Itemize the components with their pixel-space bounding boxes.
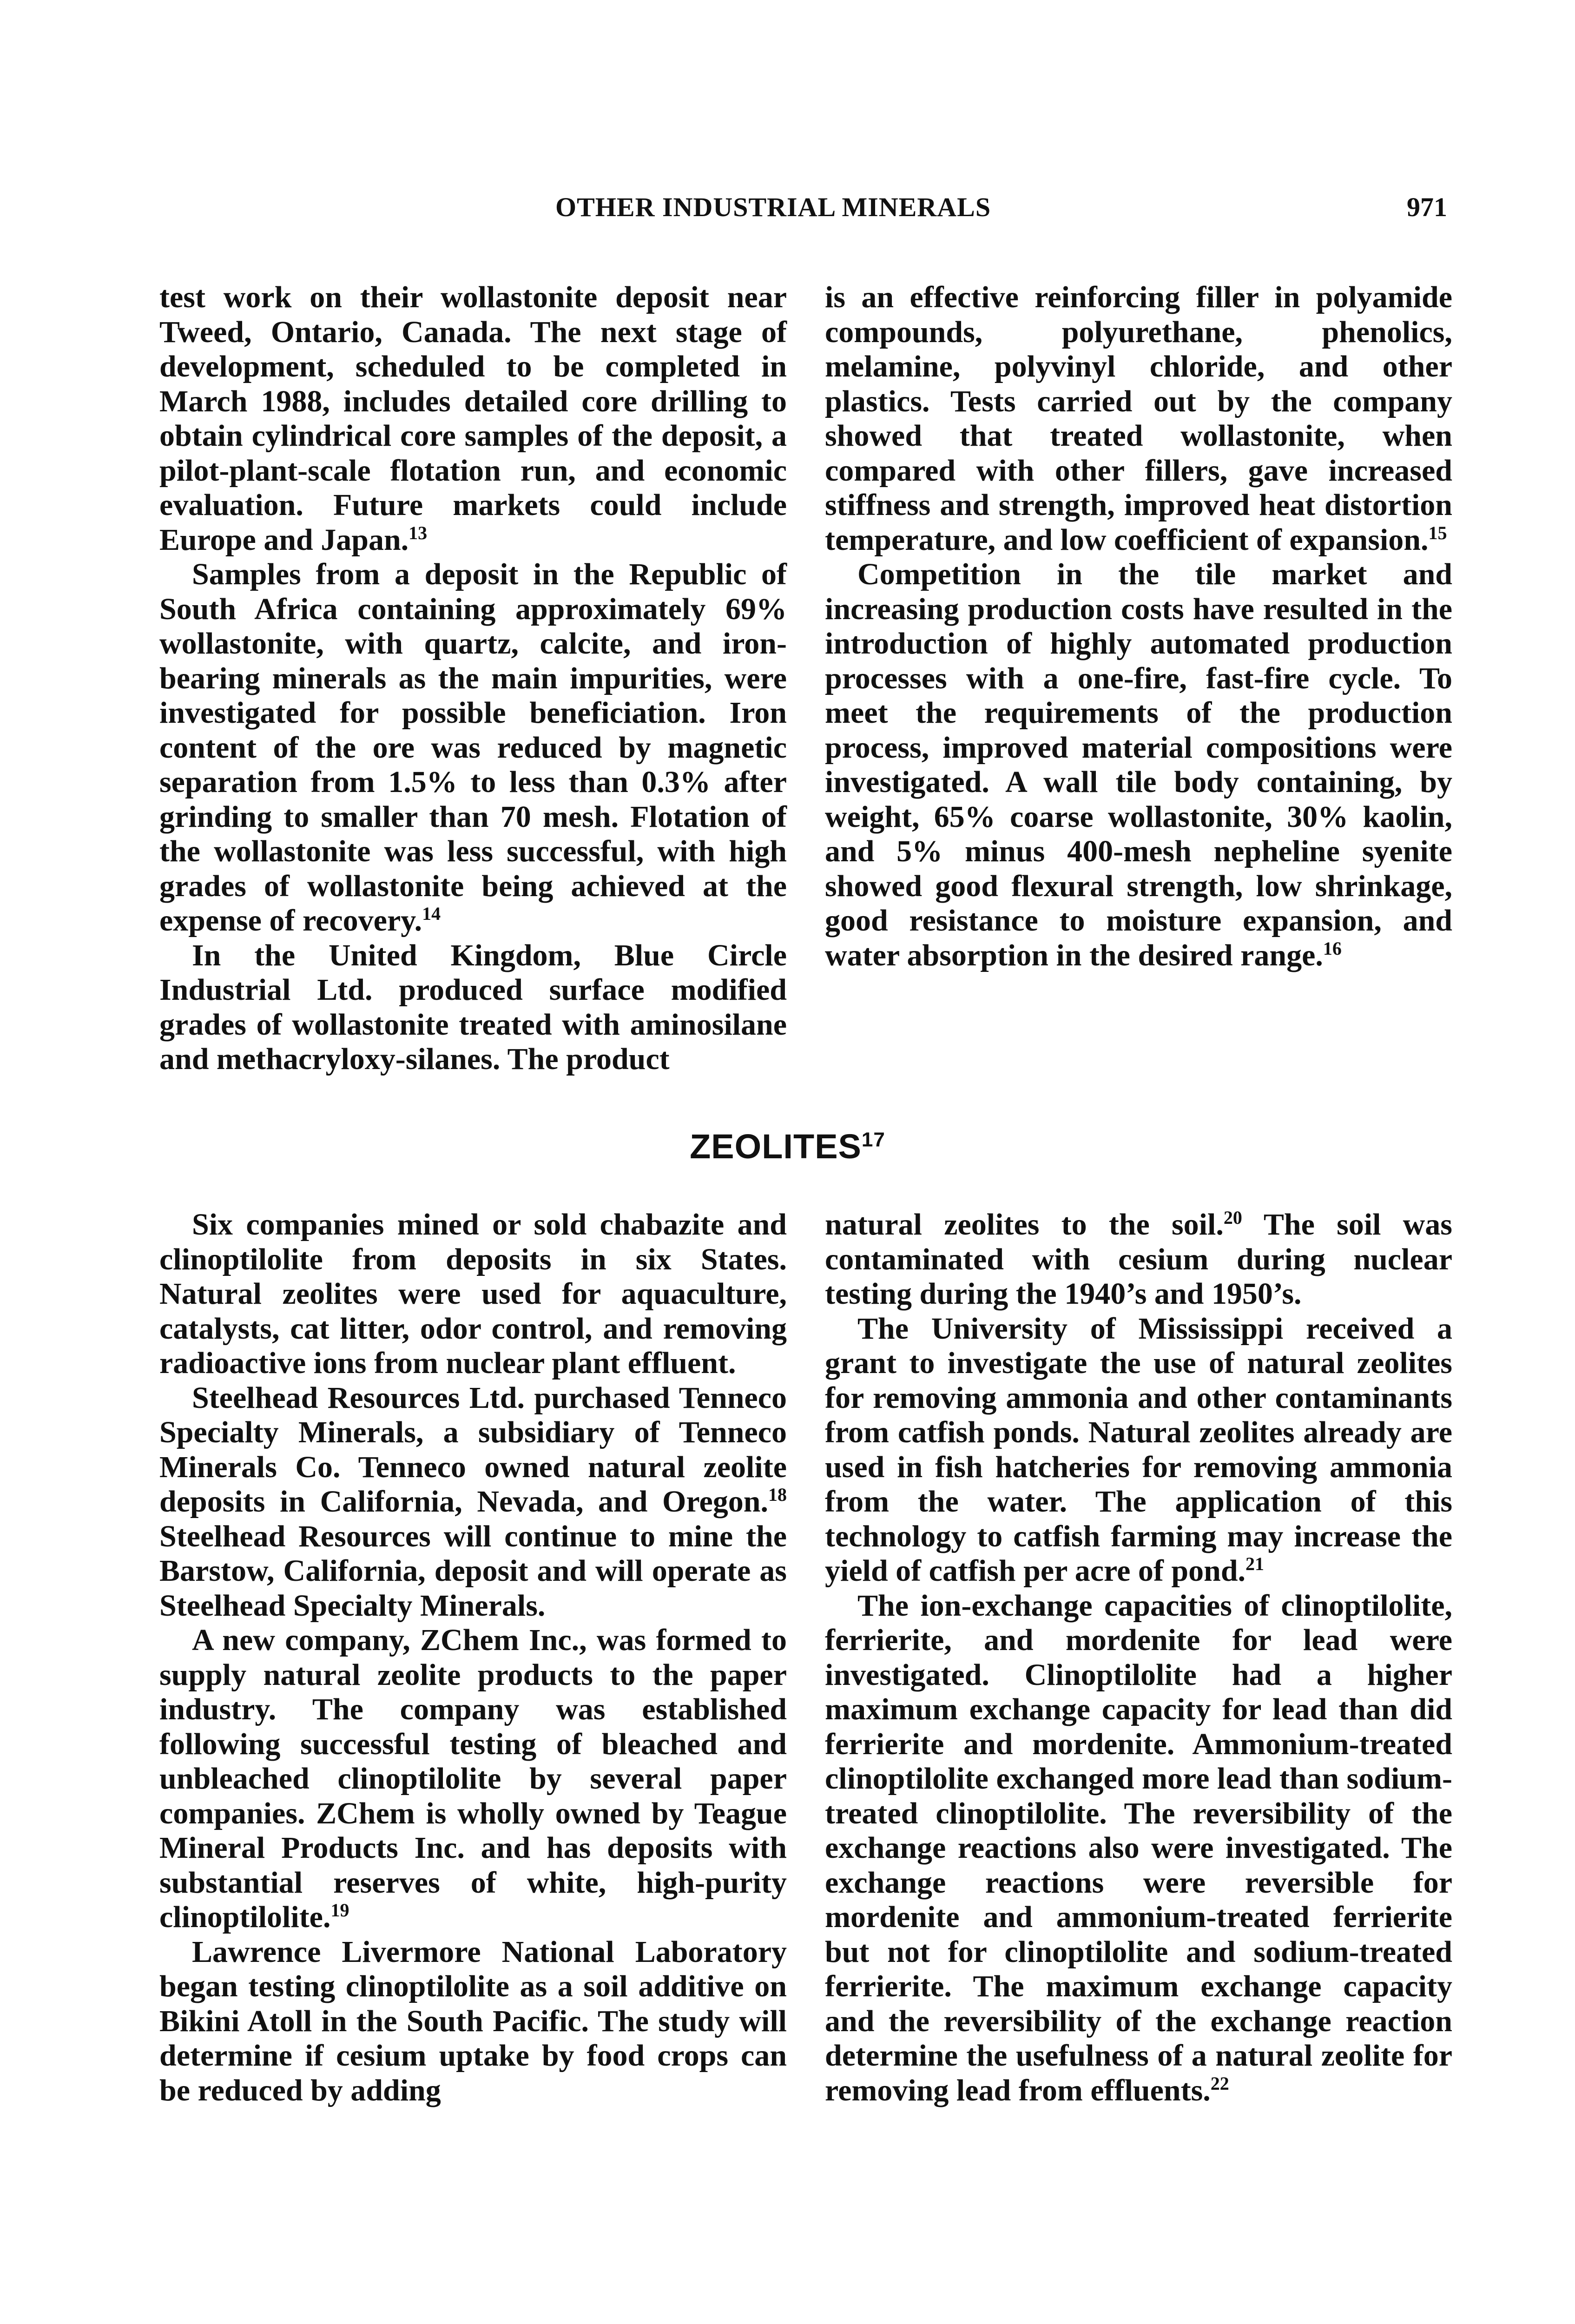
paragraph: A new company, ZChem Inc., was formed to supply natural zeolite products to the paper industry. The company was established following successful testing of bleached and unbleached clinoptilolite by several paper companies. ZChem is wholly owned by Teague Mineral Products Inc. and has deposits with substantial reserves of white, high-purity clinoptilolite.$^{19}$ xyxy=(159,1623,787,1934)
paragraph: Samples from a deposit in the Republic of South Africa containing approximately 69% wollastonite, with quartz, calcite, and iron-bearing minerals as the main impurities, were investigated for possible beneficiation. Iron content of the ore was reduced by magnetic separation from 1.5% to less than 0.3% after grinding to smaller than 70 mesh. Flotation of the wollastonite was less successful, with high grades of wollastonite being achieved at the expense of recovery.$^{14}$ xyxy=(159,557,787,938)
paragraph: test work on their wollastonite deposit near Tweed, Ontario, Canada. The next stage of development, scheduled to be completed in March 1988, includes detailed core drilling to obtain cylindrical core samples of the deposit, a pilot-plant-scale flotation run, and economic evaluation. Future markets could include Europe and Japan.$^{13}$ xyxy=(159,280,787,557)
paragraph: natural zeolites to the soil.$^{20}$ The soil was contaminated with cesium during nuclear testing during the 1940’s and 1950’s. xyxy=(825,1207,1452,1311)
section-heading-zeolites: ZEOLITES$^{17}$ xyxy=(690,1127,885,1166)
wollastonite-left-column xyxy=(159,280,787,1077)
zeolites-right-column xyxy=(825,1208,1452,2108)
paragraph: The University of Mississippi received a grant to investigate the use of natural zeolites for removing ammonia and other contaminants from catfish ponds. Natural zeolites already are used in fish hatcheries for removing ammonia from the water. The application of this technology to catfish farming may increase the yield of catfish per acre of pond.$^{21}$ xyxy=(825,1311,1452,1588)
paragraph: In the United Kingdom, Blue Circle Industrial Ltd. produced surface modified grades of wollastonite treated with aminosilane and methacryloxy-silanes. The product xyxy=(159,938,787,1076)
paragraph: The ion-exchange capacities of clinoptilolite, ferrierite, and mordenite for lead were investigated. Clinoptilolite had a higher maximum exchange capacity for lead than did ferrierite and mordenite. Ammonium-treated clinoptilolite exchanged more lead than sodium-treated clinoptilolite. The reversibility of the exchange reactions also were investigated. The exchange reactions were reversible for mordenite and ammonium-treated ferrierite but not for clinoptilolite and sodium-treated ferrierite. The maximum exchange capacity and the reversibility of the exchange reaction determine the usefulness of a natural zeolite for removing lead from effluents.$^{22}$ xyxy=(825,1588,1452,2107)
footnote-ref: 20 xyxy=(1223,1207,1242,1228)
running-head: OTHER INDUSTRIAL MINERALS xyxy=(555,192,991,222)
paragraph: Lawrence Livermore National Laboratory began testing clinoptilolite as a soil additive on Bikini Atoll in the South Pacific. The study will determine if cesium uptake by food crops can be reduced by adding xyxy=(159,1934,787,2107)
zeolites-left-column xyxy=(159,1208,787,2108)
paragraph: is an effective reinforcing filler in polyamide compounds, polyurethane, phenolics, melamine, polyvinyl chloride, and other plastics. Tests carried out by the company showed that treated wollastonite, when compared with other fillers, gave increased stiffness and strength, improved heat distortion temperature, and low coefficient of expansion.$^{15}$ xyxy=(825,280,1452,557)
page-number: 971 xyxy=(1407,192,1447,222)
paragraph: Steelhead Resources Ltd. purchased Tenneco Specialty Minerals, a subsidiary of Tenneco Minerals Co. Tenneco owned natural zeolite deposits in California, Nevada, and Oregon.$^{18}$ Steelhead Resources will continue to mine the Barstow, California, deposit and will operate as Steelhead Specialty Minerals. xyxy=(159,1380,787,1623)
footnote-ref: 18 xyxy=(768,1484,787,1505)
paragraph: Six companies mined or sold chabazite and clinoptilolite from deposits in six States. Natural zeolites were used for aquaculture, catalysts, cat litter, odor control, and removing radioactive ions from nuclear plant effluent. xyxy=(159,1208,787,1380)
footnote-ref: 22 xyxy=(1210,2073,1229,2094)
footnote-ref: 14 xyxy=(422,903,441,924)
paragraph: Competition in the tile market and increasing production costs have resulted in the introduction of highly automated production processes with a one-fire, fast-fire cycle. To meet the requirements of the production process, improved material compositions were investigated. A wall tile body containing, by weight, 65% coarse wollastonite, 30% kaolin, and 5% minus 400-mesh nepheline syenite showed good flexural strength, low shrinkage, good resistance to moisture expansion, and water absorption in the desired range.$^{16}$ xyxy=(825,557,1452,972)
footnote-ref: 17 xyxy=(861,1128,885,1151)
footnote-ref: 15 xyxy=(1428,522,1447,543)
footnote-ref: 21 xyxy=(1246,1553,1265,1574)
wollastonite-right-column xyxy=(825,280,1452,973)
footnote-ref: 19 xyxy=(330,1900,349,1921)
footnote-ref: 16 xyxy=(1323,938,1342,959)
footnote-ref: 13 xyxy=(409,522,428,543)
